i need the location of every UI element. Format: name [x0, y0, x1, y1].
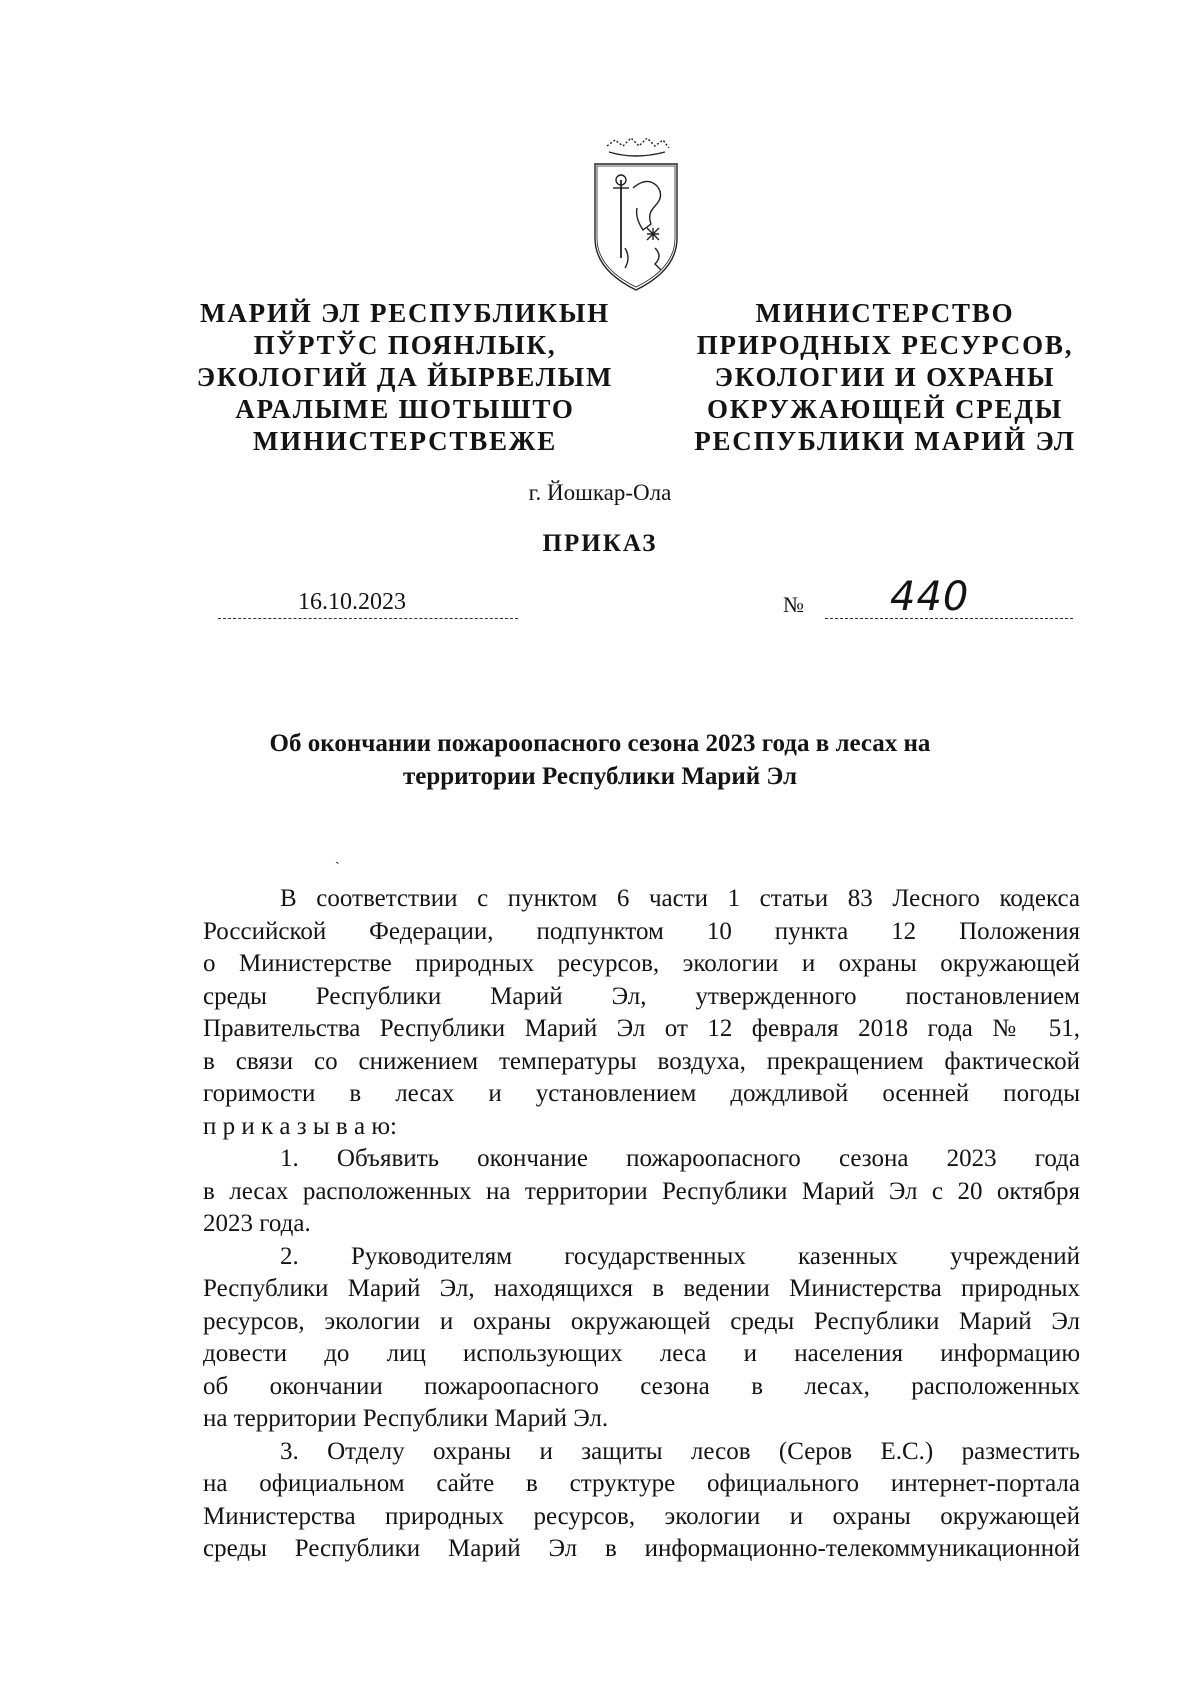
body-line: ресурсов, экологии и охраны окружающей среды Республики Марий Эл — [203, 1307, 1080, 1335]
body-line: 1. Объявить окончание пожароопасного сезона 2023 года — [280, 1145, 1080, 1172]
body-line: горимости в лесах и установлением дождливой осенней погоды — [203, 1080, 1080, 1107]
stray-mark: ˎ — [335, 850, 340, 865]
body-line: Российской Федерации, подпунктом 10 пункта 12 Положения — [203, 917, 1080, 945]
body-line: 2023 года. — [203, 1210, 311, 1237]
header-right-line: ПРИРОДНЫХ РЕСУРСОВ, — [696, 330, 1074, 360]
document-subject — [0, 727, 1200, 793]
header-left-line: ПЎРТЎС ПОЯНЛЫК, — [253, 330, 557, 360]
body-line: Правительства Республики Марий Эл от 12 февраля 2018 года № 51, — [203, 1015, 1080, 1042]
ministry-name-russian — [685, 297, 1085, 457]
number-field — [825, 574, 1073, 620]
number-sign: № — [783, 592, 804, 617]
city-name: г. Йошкар-Ола — [528, 480, 672, 505]
body-line: на территории Республики Марий Эл. — [203, 1405, 609, 1432]
document-date: 16.10.2023 — [298, 589, 406, 615]
header-right-line: ЭКОЛОГИИ И ОХРАНЫ — [714, 362, 1056, 392]
ministry-name-mari — [175, 297, 635, 457]
document-type-title: ПРИКАЗ — [542, 530, 658, 557]
body-line: среды Республики Марий Эл, утвержденного постановлением — [203, 982, 1080, 1010]
subject-line: территории Республики Марий Эл — [402, 763, 798, 790]
document-body — [203, 883, 1080, 1566]
header-right-line: РЕСПУБЛИКИ МАРИЙ ЭЛ — [694, 426, 1076, 456]
body-line: о Министерстве природных ресурсов, экологии и охраны окружающей — [203, 950, 1080, 977]
body-line: Республики Марий Эл, находящихся в ведении Министерства природных — [203, 1275, 1080, 1302]
coat-of-arms-icon — [585, 138, 685, 296]
body-line: об окончании пожароопасного сезона в лесах, расположенных — [203, 1372, 1080, 1400]
date-field — [218, 588, 518, 619]
header-left-line: МАРИЙ ЭЛ РЕСПУБЛИКЫН — [200, 298, 610, 328]
body-line: В соответствии с пунктом 6 части 1 статьи 83 Лесного кодекса — [280, 885, 1080, 912]
body-line: среды Республики Марий Эл в информационно-телекоммуникационной — [203, 1535, 1080, 1562]
header-left-line: ЭКОЛОГИЙ ДА ЙЫРВЕЛЫМ — [196, 362, 614, 392]
body-line: Министерства природных ресурсов, экологии и охраны окружающей — [203, 1502, 1080, 1530]
body-line: на официальном сайте в структуре официального интернет-портала — [203, 1470, 1080, 1497]
document-number: 440 — [890, 574, 970, 620]
body-line: довести до лиц использующих леса и населения информацию — [203, 1340, 1080, 1367]
header-right-line: ОКРУЖАЮЩЕЙ СРЕДЫ — [706, 394, 1064, 424]
body-line: 2. Руководителям государственных казенных учреждений — [280, 1242, 1080, 1270]
header-left-line: АРАЛЫМЕ ШОТЫШТО — [235, 394, 575, 424]
body-line: в связи со снижением температуры воздуха, прекращением фактической — [203, 1047, 1080, 1075]
body-line: 3. Отделу охраны и защиты лесов (Серов Е.С.) разместить — [280, 1437, 1080, 1465]
body-line: в лесах расположенных на территории Республики Марий Эл с 20 октября — [203, 1177, 1080, 1205]
body-line: п р и к а з ы в а ю: — [203, 1112, 397, 1140]
header-right-line: МИНИСТЕРСТВО — [755, 298, 1015, 328]
header-left-line: МИНИСТЕРСТВЕЖЕ — [252, 426, 558, 456]
subject-line: Об окончании пожароопасного сезона 2023 года в лесах на — [269, 730, 931, 757]
